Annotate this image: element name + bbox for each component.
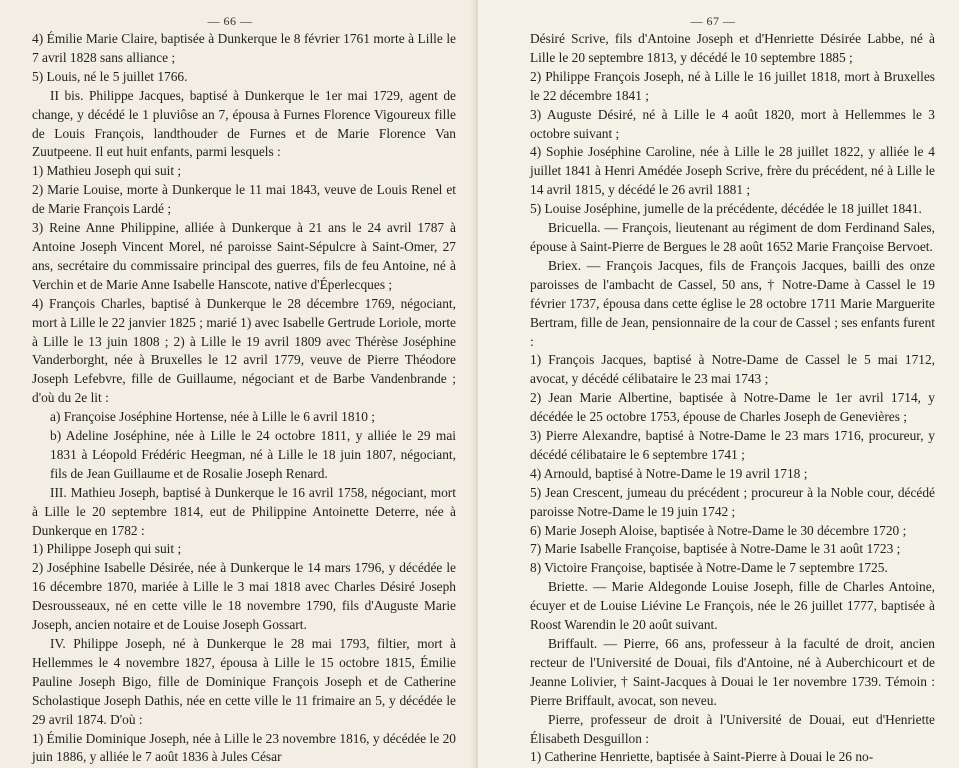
paragraph: 4) Émilie Marie Claire, baptisée à Dunkerque le 8 février 1761 morte à Lille le 7 avril 1828 sans alliance ; — [32, 31, 456, 65]
paragraph: 1) Mathieu Joseph qui suit ; — [32, 163, 182, 179]
page-number: — 67 — — [690, 14, 736, 28]
paragraph: Pierre, professeur de droit à l'Université de Douai, eut d'Henriette Élisabeth Desguillon : — [530, 711, 935, 746]
paragraph: a) Françoise Joséphine Hortense, née à Lille le 6 avril 1810 ; — [50, 409, 375, 425]
paragraph: Briette. — Marie Aldegonde Louise Joseph, fille de Charles Antoine, écuyer et de Louise Liévine Le François, née le 26 juillet 1777, baptisée à Roost Warendin le 20 août suivant. — [530, 579, 935, 633]
paragraph: b) Adeline Joséphine, née à Lille le 24 octobre 1811, y alliée le 29 mai 1831 à Léopold Frédéric Heegman, né à Lille le 18 juin 1807, négociant, fils de Jean Guillaume et de Rosalie Joseph Renard. — [50, 428, 456, 481]
paragraph: 3) Auguste Désiré, né à Lille le 4 août 1820, mort à Hellemmes le 3 octobre suivant ; — [530, 106, 935, 141]
paragraph: 4) Sophie Joséphine Caroline, née à Lille le 28 juillet 1822, y alliée le 4 juillet 1841 à Henri Amédée Joseph Scrive, frère du précédent, né à Lille le 14 avril 1815, y décédé le 26 avril 1881 ; — [530, 144, 935, 198]
paragraph: IV. Philippe Joseph, né à Dunkerque le 28 mai 1793, filtier, mort à Hellemmes le 4 novembre 1827, épousa à Lille le 15 octobre 1815, Émilie Pauline Joseph Bigo, fille de Dominique François Joseph et de Catherine Scholastique Joseph Dathis, née en cette ville le 11 frimaire an 5, y décédée le 29 avril 1874. D'où : — [32, 636, 456, 727]
paragraph: 6) Marie Joseph Aloise, baptisée à Notre-Dame le 30 décembre 1720 ; — [530, 522, 907, 538]
paragraph: 2) Marie Louise, morte à Dunkerque le 11 mai 1843, veuve de Louis Renel et de Marie François Lardé ; — [32, 182, 456, 217]
paragraph: 5) Louise Joséphine, jumelle de la précédente, décédée le 18 juillet 1841. — [530, 201, 922, 217]
paragraph: Désiré Scrive, fils d'Antoine Joseph et d'Henriette Désirée Labbe, né à Lille le 20 septembre 1813, y décédé le 10 septembre 1885 ; — [530, 31, 935, 65]
paragraph: 7) Marie Isabelle Françoise, baptisée à Notre-Dame le 31 août 1723 ; — [530, 541, 901, 557]
paragraph: Briffault. — Pierre, 66 ans, professeur à la faculté de droit, ancien recteur de l'Université de Douai, fils d'Antoine, né à Auberchicourt et de Jeanne Lolivier, † Saint-Jacques à Douai le 1er novembre 1739. Témoin : Pierre Briffault, avocat, son neveu. — [530, 636, 935, 708]
paragraph: 4) Arnould, baptisé à Notre-Dame le 19 avril 1718 ; — [530, 465, 808, 481]
paragraph: 2) Jean Marie Albertine, baptisée à Notre-Dame le 1er avril 1714, y décédée le 25 octobre 1753, épouse de Charles Joseph de Genevières ; — [530, 390, 935, 425]
paragraph: 5) Louis, né le 5 juillet 1766. — [32, 68, 188, 84]
paragraph: 1) Philippe Joseph qui suit ; — [32, 541, 182, 557]
paragraph: II bis. Philippe Jacques, baptisé à Dunkerque le 1er mai 1729, agent de change, y décédé le 1 pluviôse an 7, épousa à Furnes Florence Vigoureux fille de Louis François, landthouder de Furnes et de Marie Florence Van Zuutpeene. Il eut huit enfants, parmi lesquels : — [32, 87, 456, 160]
page-number: — 66 — — [207, 14, 253, 28]
paragraph: 8) Victoire Françoise, baptisée à Notre-Dame le 7 septembre 1725. — [530, 560, 888, 576]
paragraph: III. Mathieu Joseph, baptisé à Dunkerque le 16 avril 1758, négociant, mort à Lille le 20 septembre 1814, eut de Philippine Antoinette Deterre, née à Dunkerque en 1782 : — [32, 484, 456, 538]
paragraph: 1) Émilie Dominique Joseph, née à Lille le 23 novembre 1816, y décédée le 20 juin 1886, y alliée le 7 août 1836 à Jules César — [32, 730, 456, 765]
paragraph: Briex. — François Jacques, fils de François Jacques, bailli des onze paroisses de l'ambacht de Cassel, 50 ans, † Notre-Dame à Cassel le 19 février 1737, épousa dans cette église le 28 octobre 1711 Marie Marguerite Bertram, fille de Jean, pensionnaire de la cour de Cassel ; ses enfants furent : — [530, 257, 935, 349]
paragraph: 5) Jean Crescent, jumeau du précédent ; procureur à la Noble cour, décédé paroisse Notre-Dame le 19 juin 1742 ; — [530, 484, 935, 519]
paragraph: 2) Joséphine Isabelle Désirée, née à Dunkerque le 14 mars 1796, y décédée le 16 décembre 1870, mariée à Lille le 3 mai 1818 avec Charles Désiré Joseph Desrousseaux, né en cette ville le 18 novembre 1790, fils d'Auguste Marie Joseph, ancien notaire et de Louise Joseph Gossart. — [32, 560, 456, 633]
paragraph: 2) Philippe François Joseph, né à Lille le 16 juillet 1818, mort à Bruxelles le 22 décembre 1841 ; — [530, 68, 935, 103]
right-page — [478, 0, 959, 768]
paragraph: 1) Catherine Henriette, baptisée à Saint-Pierre à Douai le 26 no- — [530, 749, 874, 765]
paragraph: 1) François Jacques, baptisé à Notre-Dame de Cassel le 5 mai 1712, avocat, y décédé célibataire le 23 mai 1743 ; — [530, 352, 935, 387]
paragraph: Bricuella. — François, lieutenant au régiment de dom Ferdinand Sales, épouse à Saint-Pierre de Bergues le 28 août 1652 Marie Françoise Bervoet. — [530, 220, 935, 254]
paragraph: 4) François Charles, baptisé à Dunkerque le 28 décembre 1769, négociant, mort à Lille le 22 janvier 1825 ; marié 1) avec Isabelle Gertrude Loriole, morte à Lille le 13 juin 1808 ; 2) à Lille le 19 avril 1809 avec Thérèse Joséphine Vanderborght, née à Bruxelles le 12 avril 1779, veuve de Pierre Théodore Joseph Lefebvre, fille de Guillaume, négociant et de Barbe Vandenbrande ; d'où du 2e lit : — [32, 295, 456, 406]
paragraph: 3) Reine Anne Philippine, alliée à Dunkerque à 21 ans le 24 avril 1787 à Antoine Joseph Vincent Morel, né paroisse Saint-Sépulcre à Saint-Omer, 27 ans, secrétaire du commissaire principal des guerres, fils de feu Antoine, né à Verchin et de Marie Anne Isabelle Hanscote, native d'Éperlecques ; — [32, 220, 456, 292]
left-page — [0, 0, 478, 768]
paragraph: 3) Pierre Alexandre, baptisé à Notre-Dame le 23 mars 1716, procureur, y décédé célibataire le 6 septembre 1741 ; — [530, 428, 935, 462]
